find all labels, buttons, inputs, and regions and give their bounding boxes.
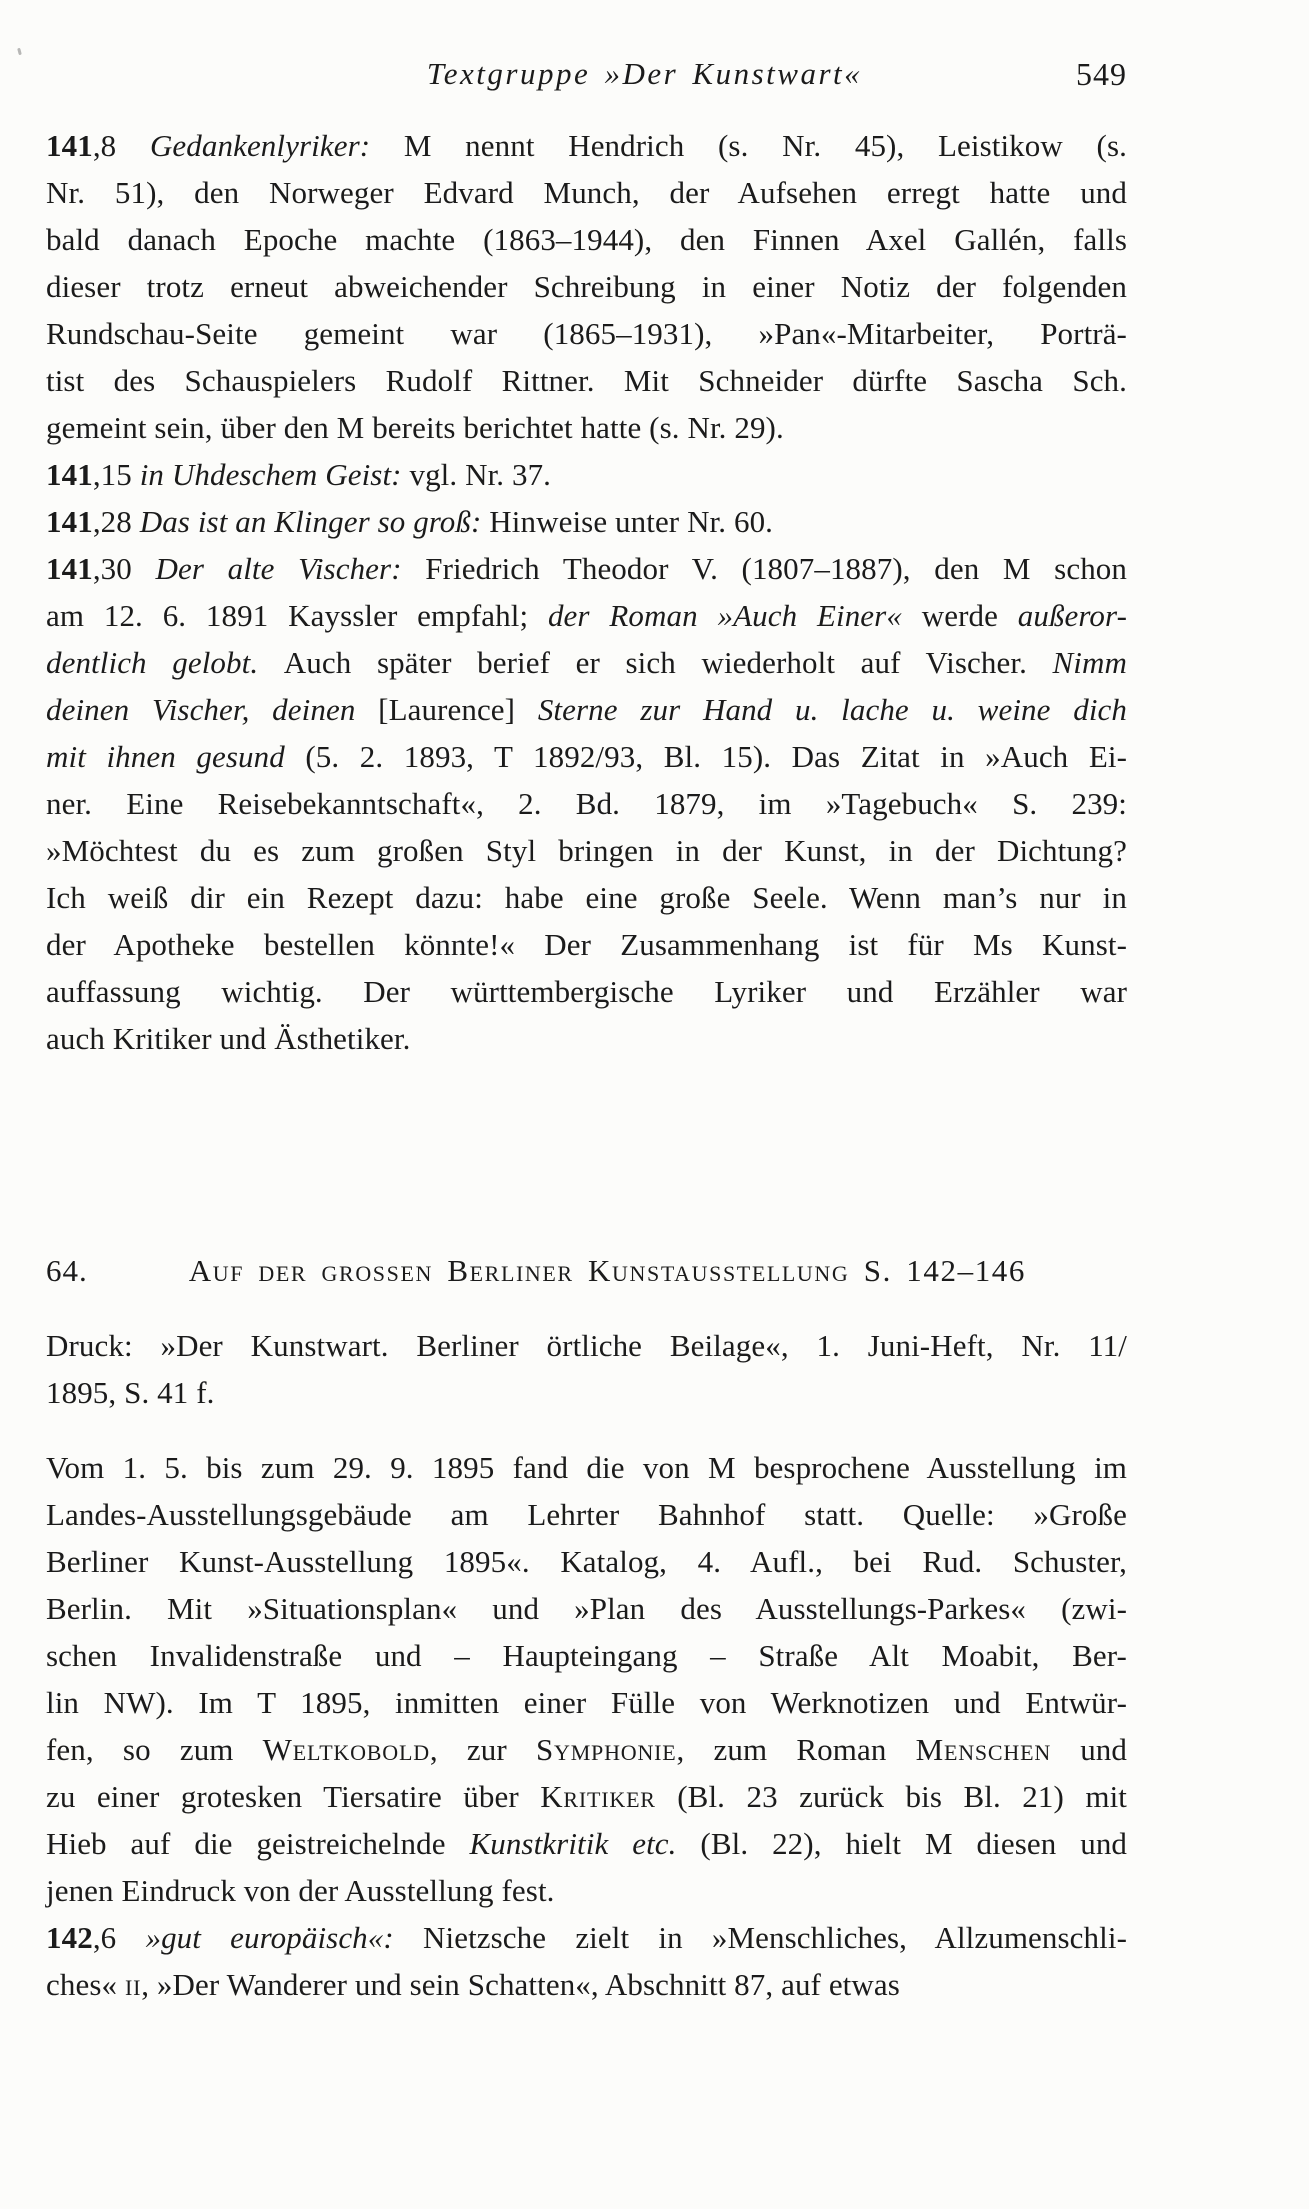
text-line	[46, 498, 1127, 545]
text-line	[46, 592, 1127, 639]
text-line	[46, 357, 1127, 404]
text-segment: ,30	[92, 551, 156, 586]
text-line	[46, 169, 1127, 216]
text-segment: 141	[46, 504, 93, 539]
text-segment: am 12. 6. 1891 Kayssler empfahl;	[46, 598, 548, 633]
text-line	[46, 1322, 1127, 1369]
text-segment: [Laurence]	[378, 692, 538, 727]
text-segment: ,15	[92, 457, 140, 492]
text-line	[46, 1726, 1127, 1773]
text-line	[46, 1679, 1127, 1726]
text-segment: (Bl. 22), hielt M diesen und	[700, 1826, 1128, 1861]
text-line	[46, 263, 1127, 310]
text-line	[46, 968, 1127, 1015]
running-head-title: Textgruppe »Der Kunstwart«	[426, 56, 863, 91]
text-segment: vgl. Nr. 37.	[409, 457, 552, 492]
text-segment: Symphonie	[535, 1732, 677, 1767]
scan-artifact	[17, 48, 22, 56]
heading-64	[46, 1247, 1127, 1294]
commentary-141	[46, 122, 1127, 1062]
text-segment: mit ihnen gesund	[46, 739, 306, 774]
text-segment: Nr. 51), den Norweger Edvard Munch, der Aufsehen erregt hatte und	[46, 175, 1127, 210]
text-segment: M nennt Hendrich (s. Nr. 45), Leistikow (s.	[403, 128, 1127, 163]
text-segment: 141	[46, 551, 93, 586]
text-segment: deinen Vischer, deinen	[46, 692, 379, 727]
page-content	[46, 122, 1127, 2008]
text-segment: fen, so zum	[46, 1732, 263, 1767]
text-segment: Auch später berief er sich wiederholt auf Vischer.	[283, 645, 1053, 680]
section-title: Auf der grossen Berliner Kunstausstellung S. 142–146	[188, 1253, 1026, 1288]
text-line	[46, 404, 1127, 451]
text-line	[46, 1491, 1127, 1538]
text-line	[46, 216, 1127, 263]
text-segment: Kunstkritik etc.	[469, 1826, 701, 1861]
text-segment: der Roman »Auch Einer«	[547, 598, 922, 633]
text-line	[46, 921, 1127, 968]
text-line	[46, 1538, 1127, 1585]
text-segment: Rundschau-Seite gemeint war (1865–1931), »Pan«-Mitarbeiter, Porträ-	[46, 316, 1127, 351]
text-segment: ,28	[92, 504, 140, 539]
text-segment: und	[1051, 1732, 1127, 1767]
text-segment: ches«	[46, 1967, 125, 2002]
text-line	[46, 310, 1127, 357]
text-segment: »gut europäisch«:	[145, 1920, 424, 1955]
text-segment: lin NW). Im T 1895, inmitten einer Fülle von Werknotizen und Entwür-	[46, 1685, 1127, 1720]
text-segment: , zum Roman	[676, 1732, 916, 1767]
text-segment: Weltkobold	[262, 1732, 430, 1767]
druck-64	[46, 1322, 1127, 1416]
text-segment: ,6	[92, 1920, 146, 1955]
text-line	[46, 1585, 1127, 1632]
text-segment: (5. 2. 1893, T 1892/93, Bl. 15). Das Zitat in »Auch Ei-	[305, 739, 1127, 774]
text-segment: Menschen	[915, 1732, 1052, 1767]
text-segment: außeror-	[1017, 598, 1127, 633]
text-segment: Berlin. Mit »Situationsplan« und »Plan des Ausstellungs-Parkes« (zwi-	[46, 1591, 1127, 1626]
text-line	[46, 451, 1127, 498]
text-segment: dieser trotz erneut abweichender Schreibung in einer Notiz der folgenden	[46, 269, 1127, 304]
text-line	[46, 545, 1127, 592]
text-segment: Hieb auf die geistreichelnde	[46, 1826, 470, 1861]
text-segment: Das ist an Klinger so groß:	[139, 504, 490, 539]
text-segment: werde	[921, 598, 1018, 633]
text-segment: , zur	[429, 1732, 536, 1767]
text-segment: ner. Eine Reisebekanntschaft«, 2. Bd. 1879, im »Tagebuch« S. 239:	[46, 786, 1127, 821]
text-segment: Nietzsche zielt in »Menschliches, Allzumenschli-	[423, 1920, 1127, 1955]
text-segment: Friedrich Theodor V. (1807–1887), den M schon	[425, 551, 1128, 586]
text-line	[46, 733, 1127, 780]
text-line	[46, 1773, 1127, 1820]
text-segment: Der alte Vischer:	[155, 551, 426, 586]
text-segment: 141	[46, 457, 93, 492]
text-segment: Kritiker	[540, 1779, 656, 1814]
running-head	[46, 52, 1127, 96]
text-segment: in Uhdeschem Geist:	[139, 457, 410, 492]
text-segment: Berliner Kunst-Ausstellung 1895«. Katalog, 4. Aufl., bei Rud. Schuster,	[46, 1544, 1127, 1579]
page-number: 549	[1076, 56, 1127, 92]
text-segment: jenen Eindruck von der Ausstellung fest.	[46, 1873, 555, 1908]
text-segment: tist des Schauspielers Rudolf Rittner. Mit Schneider dürfte Sascha Sch.	[46, 363, 1127, 398]
text-segment: dentlich gelobt.	[46, 645, 284, 680]
text-segment: der Apotheke bestellen könnte!« Der Zusammenhang ist für Ms Kunst-	[46, 927, 1127, 962]
text-line	[46, 1820, 1127, 1867]
text-segment: auch Kritiker und Ästhetiker.	[46, 1021, 411, 1056]
text-segment: ,8	[92, 128, 150, 163]
text-segment: Nimm	[1052, 645, 1127, 680]
text-line	[46, 1369, 1127, 1416]
text-line	[46, 686, 1127, 733]
text-line	[46, 1961, 1127, 2008]
text-segment: Druck: »Der Kunstwart. Berliner örtliche Beilage«, 1. Juni-Heft, Nr. 11/	[46, 1328, 1127, 1363]
text-segment: »Möchtest du es zum großen Styl bringen in der Kunst, in der Dichtung?	[46, 833, 1127, 868]
text-line	[46, 1015, 1127, 1062]
text-segment: Gedankenlyriker:	[149, 128, 404, 163]
text-segment: schen Invalidenstraße und – Haupteingang – Straße Alt Moabit, Ber-	[46, 1638, 1127, 1673]
text-segment: Landes-Ausstellungsgebäude am Lehrter Bahnhof statt. Quelle: »Große	[46, 1497, 1127, 1532]
text-line	[46, 122, 1127, 169]
text-segment: Sterne zur Hand u. lache u. weine dich	[537, 692, 1127, 727]
text-segment: 141	[46, 128, 93, 163]
text-line	[46, 1914, 1127, 1961]
text-segment: bald danach Epoche machte (1863–1944), den Finnen Axel Gallén, falls	[46, 222, 1127, 257]
text-line	[46, 639, 1127, 686]
text-segment: 1895, S. 41 f.	[46, 1375, 215, 1410]
text-segment: Vom 1. 5. bis zum 29. 9. 1895 fand die von M besprochene Ausstellung im	[46, 1450, 1127, 1485]
section-number: 64.	[46, 1253, 88, 1288]
text-line	[46, 780, 1127, 827]
text-segment: Hinweise unter Nr. 60.	[489, 504, 774, 539]
text-line	[46, 1444, 1127, 1491]
text-segment: Ich weiß dir ein Rezept dazu: habe eine große Seele. Wenn man’s nur in	[46, 880, 1127, 915]
text-line	[46, 1632, 1127, 1679]
text-segment: ii	[124, 1967, 142, 2002]
text-segment: auffassung wichtig. Der württembergische Lyriker und Erzähler war	[46, 974, 1127, 1009]
text-segment: , »Der Wanderer und sein Schatten«, Abschnitt 87, auf etwas	[141, 1967, 900, 2002]
text-segment: 142	[46, 1920, 93, 1955]
text-segment: gemeint sein, über den M bereits berichtet hatte (s. Nr. 29).	[46, 410, 784, 445]
text-segment: (Bl. 23 zurück bis Bl. 21) mit	[655, 1779, 1127, 1814]
commentary-64	[46, 1444, 1127, 2008]
text-line	[46, 827, 1127, 874]
text-segment: zu einer grotesken Tiersatire über	[46, 1779, 541, 1814]
text-line	[46, 1867, 1127, 1914]
text-line	[46, 874, 1127, 921]
